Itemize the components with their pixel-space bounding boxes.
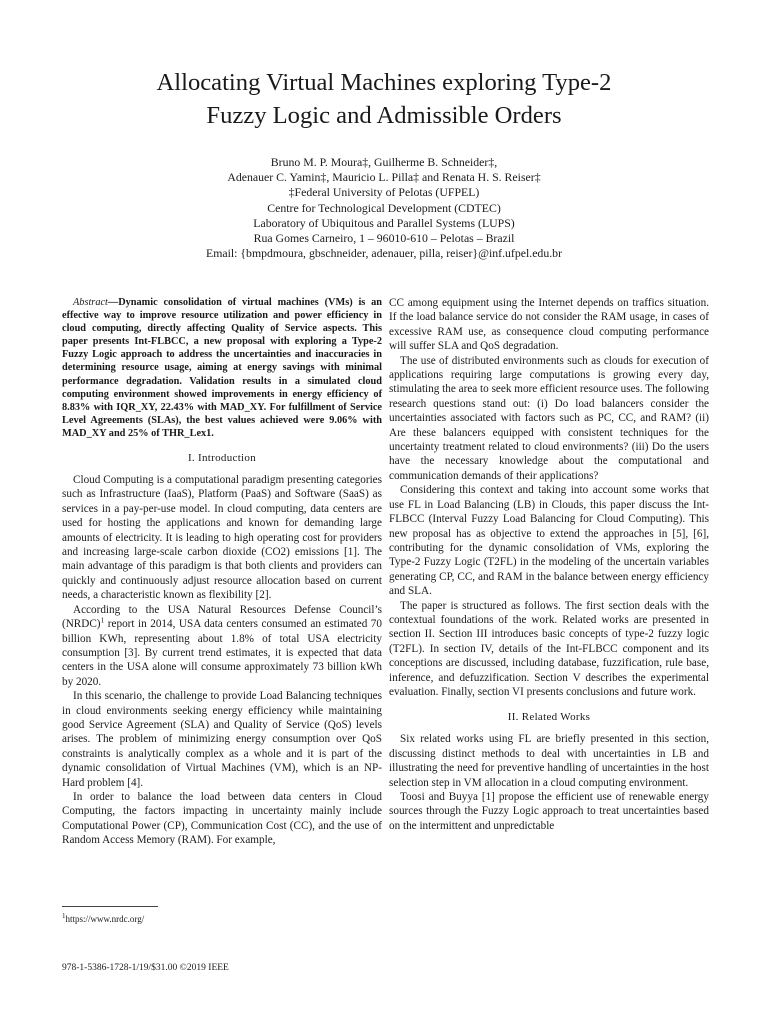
email-line: Email: {bmpdmoura, gbschneider, adenauer, pilla, reiser}@inf.ufpel.edu.br — [205, 246, 563, 261]
abstract-text: —Dynamic consolidation of virtual machines (VMs) is an effective way to improve resource utilization and power efficiency in cloud computing, directly affecting Quality of Service aspects. This paper presents Int-FLBCC, a new proposal with exploring a Type-2 Fuzzy Logic approach to address the uncertainties and inaccuracies in determining resource usage, aiming at energy savings with minimal performance degradation. Validation results in a simulated cloud computing environment showed improvements in energy efficiency of 8.83% with IQR_XY, 22.43% with MAD_XY. For fulfillment of Service Level Agreements (SLAs), the best values achieved were 9.06% with MAD_XY and 25% of THR_Lex1. — [62, 297, 382, 439]
paragraph: Toosi and Buyya [1] propose the efficient use of renewable energy sources through the Fuzzy Logic approach to treat uncertainties based on the intermittent and unpredictable — [389, 791, 709, 832]
paragraph: The paper is structured as follows. The first section deals with the contextual foundations of the work. Related works are presented in section II. Section III introduces basic concepts of type-2 fuzzy logic (T2FL). In section IV, details of the Int-FLBCC component and its conceptions are discussed, including database, fuzzification, rule base, inference, and defuzzification. Section V describes the experimental evaluation. Finally, section VI presents conclusions and future work. — [389, 599, 709, 698]
left-column — [62, 296, 382, 848]
paragraph: Six related works using FL are briefly presented in this section, discussing distinct methods to deal with uncertainties in LB and illustrating the need for preventive handling of uncertainties in the host selection step in VM allocation in a cloud computing environment. — [389, 733, 709, 789]
author-line: Bruno M. P. Moura‡, Guilherme B. Schneider‡, — [270, 155, 498, 169]
address: Rua Gomes Carneiro, 1 – 96010-610 – Pelotas – Brazil — [253, 231, 515, 246]
title-line: Fuzzy Logic and Admissible Orders — [206, 102, 562, 129]
paragraph: In this scenario, the challenge to provide Load Balancing techniques in cloud environments seeking energy efficiency while maintaining good Service Agreement (SLA) and Quality of Service (QoS) levels arises. The problem of minimizing energy consumption over QoS constraints is analytically complex as a whole and it is part of the dynamic consolidation of Virtual Machines (VM), which is an NP-Hard problem [4]. — [62, 690, 382, 789]
footnote-divider — [62, 906, 158, 907]
abstract — [62, 296, 382, 440]
copyright-footer: 978-1-5386-1728-1/19/$31.00 ©2019 IEEE — [62, 963, 229, 973]
paragraph-nrdc — [62, 603, 382, 689]
affiliation: Laboratory of Ubiquitous and Parallel Systems (LUPS) — [253, 215, 515, 230]
footnote — [62, 914, 144, 925]
section-heading-related-works: II. Related Works — [507, 711, 591, 724]
footnote-mark: 1 — [62, 912, 66, 920]
section-heading-introduction: I. Introduction — [187, 452, 257, 465]
author-block — [40, 155, 728, 261]
author-line: Adenauer C. Yamin‡, Mauricio L. Pilla‡ and Renata H. S. Reiser‡ — [227, 170, 541, 185]
paragraph: CC among equipment using the Internet depends on traffics situation. If the load balance service do not consider the RAM usage, in cases of excessive RAM use, as consequence cloud computing performance will suffer SLA and QoS degradation. — [389, 297, 709, 353]
right-column — [389, 296, 709, 833]
paragraph: Cloud Computing is a computational paradigm presenting categories such as Infrastructure (IaaS), Platform (PaaS) and Software (SaaS) as services in a pay-per-use model. In cloud computing, data centers are used for hosting the applications and known for demanding large amounts of electricity. It is leading to high operating cost for providers and increasing large-scale carbon dioxide (CO2) emissions [1]. The main advantage of this paradigm is that both clients and providers can quickly and continuously adjust resource allocation based on current needs, a characteristic known as flexibility [2]. — [62, 474, 382, 602]
paragraph: The use of distributed environments such as clouds for execution of applications requiring large computations is growing every day, stimulating the area to seek more efficient resource uses. The following research questions stand out: (i) Do load balancers consider the uncertainties associated with factors such as PC, CC, and RAM? (ii) Are these balancers equipped with consistent techniques for the uncertainty treatment related to cloud environments? (iii) Do the users have the necessary knowledge about the computational and communication demands of their applications? — [389, 354, 709, 482]
affiliation: ‡Federal University of Pelotas (UFPEL) — [288, 185, 480, 200]
nrdc-text-before: According to the USA Natural Resources Defense Council’s (NRDC) — [62, 603, 382, 631]
paragraph: In order to balance the load between data centers in Cloud Computing, the factors impacting in uncertainty mainly include Computational Power (CP), Communication Cost (CC), and the use of Random Access Memory (RAM). For example, — [62, 790, 382, 847]
nrdc-text-after: report in 2014, USA data centers consumed an estimated 70 billion KWh, representing about 1.8% of total USA electricity consumption [3]. By current trend estimates, it is expected that data centers in the USA alone will consume approximately 73 billion kWh by 2020. — [62, 618, 382, 688]
footnote-link[interactable]: https://www.nrdc.org/ — [65, 914, 145, 924]
paper-title — [40, 66, 728, 132]
paragraph: Considering this context and taking into account some works that use FL in Load Balancing (LB) in Clouds, this paper discuss the Int-FLBCC (Interval Fuzzy Load Balancing for Cloud Computing). This new proposal has as objective to extend the approaches in [5], [6], contributing for the dynamic consolidation of VMs, exploring the Type-2 Fuzzy Logic (T2FL) in the modeling of the uncertain variables generating CP, CC, and RAM in the balance between energy efficiency and SLA. — [389, 484, 709, 598]
title-line: Allocating Virtual Machines exploring Type-2 — [156, 69, 612, 96]
abstract-label: Abstract — [73, 297, 108, 308]
footnote-ref: 1 — [100, 615, 105, 625]
affiliation: Centre for Technological Development (CDTEC) — [267, 200, 501, 215]
